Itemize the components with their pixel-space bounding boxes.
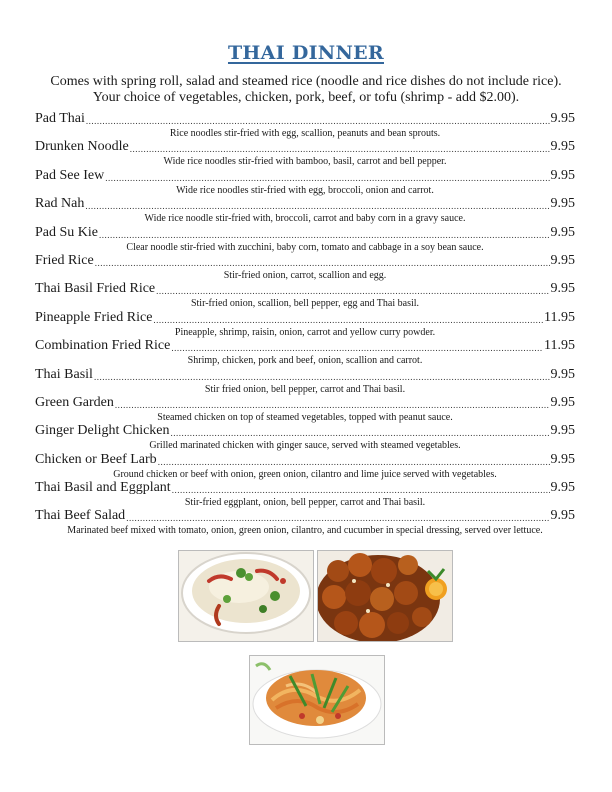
menu-item bbox=[35, 423, 575, 451]
item-description: Marinated beef mixed with tomato, onion, green onion, cilantro, and cucumber in special dressing, served over lettuce. bbox=[67, 525, 543, 537]
item-price: 9.95 bbox=[550, 281, 575, 297]
pad-thai-photo bbox=[249, 655, 385, 745]
menu-item bbox=[35, 367, 575, 395]
item-price: 9.95 bbox=[550, 139, 575, 155]
item-description: Stir-fried onion, carrot, scallion and egg. bbox=[223, 269, 387, 281]
menu-item bbox=[35, 225, 575, 253]
dot-leader bbox=[130, 143, 550, 155]
item-description: Shrimp, chicken, pork and beef, onion, scallion and carrot. bbox=[187, 355, 423, 367]
item-description: Rice noodles stir-fried with egg, scallion, peanuts and bean sprouts. bbox=[169, 128, 441, 139]
item-name: Pad See Iew bbox=[35, 167, 105, 183]
dot-leader bbox=[85, 200, 549, 212]
item-name: Green Garden bbox=[35, 394, 114, 410]
item-price: 9.95 bbox=[550, 423, 575, 439]
menu-item bbox=[35, 253, 575, 281]
item-name: Combination Fried Rice bbox=[35, 338, 171, 354]
menu-item bbox=[35, 196, 575, 224]
item-name: Thai Basil Fried Rice bbox=[35, 281, 156, 297]
item-price: 9.95 bbox=[550, 224, 575, 240]
intro-line-2: Your choice of vegetables, chicken, pork, beef, or tofu (shrimp - add $2.00). bbox=[92, 90, 520, 105]
item-name: Thai Basil bbox=[35, 366, 93, 382]
dot-leader bbox=[105, 172, 549, 184]
menu-item bbox=[35, 281, 575, 309]
item-name: Pineapple Fried Rice bbox=[35, 309, 153, 325]
dot-leader bbox=[99, 229, 550, 241]
dot-leader bbox=[153, 314, 543, 326]
dot-leader bbox=[156, 285, 549, 297]
item-price: 9.95 bbox=[550, 167, 575, 183]
item-price: 9.95 bbox=[550, 252, 575, 268]
menu-item bbox=[35, 139, 575, 167]
item-name: Pad Su Kie bbox=[35, 224, 98, 240]
menu-item bbox=[35, 310, 575, 338]
dot-leader bbox=[94, 371, 550, 383]
menu-item bbox=[35, 480, 575, 508]
menu-list bbox=[35, 111, 575, 537]
item-description: Pineapple, shrimp, raisin, onion, carrot and yellow curry powder. bbox=[174, 326, 436, 338]
item-price: 9.95 bbox=[550, 394, 575, 410]
item-name: Fried Rice bbox=[35, 252, 94, 268]
item-description: Wide rice noodles stir-fried with bamboo, basil, carrot and bell pepper. bbox=[163, 156, 447, 168]
item-price: 9.95 bbox=[550, 196, 575, 212]
intro-line-1: Comes with spring roll, salad and steamed rice (noodle and rice dishes do not include rice). bbox=[50, 74, 562, 89]
item-price: 11.95 bbox=[544, 309, 575, 325]
dot-leader bbox=[172, 484, 550, 496]
item-price: 11.95 bbox=[544, 338, 575, 354]
item-name: Ginger Delight Chicken bbox=[35, 423, 170, 439]
item-name: Rad Nah bbox=[35, 196, 85, 212]
dot-leader bbox=[171, 342, 543, 354]
dot-leader bbox=[95, 257, 550, 269]
menu-intro bbox=[0, 74, 612, 106]
dot-leader bbox=[171, 427, 550, 439]
menu-item bbox=[35, 338, 575, 366]
item-description: Grilled marinated chicken with ginger sauce, served with steamed vegetables. bbox=[149, 440, 461, 452]
item-price: 9.95 bbox=[550, 480, 575, 496]
orange-chicken-photo bbox=[317, 550, 453, 642]
menu-item bbox=[35, 111, 575, 139]
item-description: Wide rice noodles stir-fried with egg, broccoli, onion and carrot. bbox=[176, 184, 434, 196]
soup-photo bbox=[178, 550, 314, 642]
dot-leader bbox=[86, 115, 550, 127]
menu-item bbox=[35, 168, 575, 196]
item-description: Wide rice noodle stir-fried with, broccoli, carrot and baby corn in a gravy sauce. bbox=[144, 213, 466, 225]
item-name: Thai Beef Salad bbox=[35, 508, 126, 524]
menu-item bbox=[35, 508, 575, 536]
menu-title: THAI DINNER bbox=[227, 42, 384, 64]
item-description: Stir-fried eggplant, onion, bell pepper, carrot and Thai basil. bbox=[184, 497, 426, 509]
dot-leader bbox=[126, 512, 549, 524]
item-name: Pad Thai bbox=[35, 111, 85, 126]
item-description: Clear noodle stir-fried with zucchini, baby corn, tomato and cabbage in a soy bean sauce. bbox=[126, 241, 484, 253]
item-price: 9.95 bbox=[550, 366, 575, 382]
item-description: Steamed chicken on top of steamed vegetables, topped with peanut sauce. bbox=[157, 411, 453, 423]
item-price: 9.95 bbox=[550, 111, 575, 126]
item-name: Drunken Noodle bbox=[35, 139, 129, 155]
item-description: Ground chicken or beef with onion, green onion, cilantro and lime juice served with vegetables. bbox=[113, 468, 497, 480]
dot-leader bbox=[115, 399, 550, 411]
item-description: Stir-fried onion, scallion, bell pepper, egg and Thai basil. bbox=[190, 298, 420, 310]
dot-leader bbox=[158, 456, 550, 468]
menu-item bbox=[35, 452, 575, 480]
item-name: Chicken or Beef Larb bbox=[35, 451, 157, 467]
item-name: Thai Basil and Eggplant bbox=[35, 480, 171, 496]
menu-item bbox=[35, 395, 575, 423]
item-description: Stir fried onion, bell pepper, carrot and Thai basil. bbox=[204, 383, 406, 395]
item-price: 9.95 bbox=[550, 508, 575, 524]
item-price: 9.95 bbox=[550, 451, 575, 467]
